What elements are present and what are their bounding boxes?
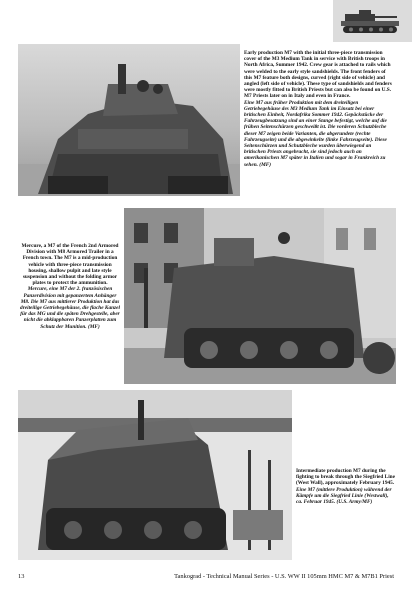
running-title: Tankograd - Technical Manual Series - U.S. WW II 105mm HMC M7 & M7B1 Priest: [174, 573, 394, 580]
caption-en: Mercure, a M7 of the French 2nd Armored Division with M8 Armored Trailer in a French town. The M7 is a mid-production vehicle with three-piece transmission housing, shallow pulpit and late style suspension and without the folding armor plates to protect the ammunition.: [21, 243, 119, 287]
photo-m7-mercure-french-town: [124, 208, 396, 384]
caption-de: Eine M7 (mittlere Produktion) während der Kämpfe um die Siegfried Linie (Westwall), ca. Februar 1945. (U.S. Army/MF): [296, 486, 392, 506]
page-footer: [18, 572, 394, 582]
corner-badge: [333, 0, 412, 42]
page-number: 13: [18, 573, 25, 580]
caption-photo-1: [244, 50, 394, 168]
caption-photo-2: [20, 243, 120, 330]
caption-photo-3: [296, 468, 396, 505]
caption-de: Mercure, eine M7 der 2. französischen Panzerdivision mit gepanzertem Anhänger M8. Die M7 aus mittlerer Produktion hat das dreiteilige Getriebegehäuse, die flache Kanzel für das MG und die späten Drehgestelle, aber nicht die abklappbaren Panzerplatten zum Schutz der Munition. (MF): [20, 286, 120, 330]
caption-en: Early production M7 with the initial three-piece transmission cover of the M3 Medium Tank in service with British troops in North Africa, Summer 1942. Crew gear is attached to rails which were welded to the early style sandshields. The front fenders of this M7 feature both designs, curved (right side of vehicle) and angled (left side of vehicle). These type of sandshields and fenders were mostly fitted to British Priests but can also be found on U.S. M7 Priests later on in Italy and even in France.: [244, 50, 392, 100]
photo-m7-north-africa: [18, 44, 240, 196]
caption-de: Eine M7 aus früher Produktion mit dem dreiteiligen Getriebegehäuse des M3 Medium Tank im Einsatz bei einer britischen Einheit, Nordafrika Sommer 1942. Gepäckstücke der Fahrzeugbesatzung sind an einer Stange befestigt, welche auf die frühen Seitenschürzen geschweißt ist. Die vorderen Schutzbleche dieser M7 zeigen beide Varianten, die abgerundete (rechte Fahrzeugseite) und die abgewinkelte (linke Fahrzeugseite). Diese Seitenschürzen und Schutzbleche wurden überwiegend an britischen Priests angebracht, sie sind jedoch auch an amerikanischen M7 später in Italien und sogar in Frankreich zu sehen. (MF): [244, 99, 387, 168]
caption-en: Intermediate production M7 during the fighting to break through the Siegfried Line (West Wall), approximately February 1945.: [296, 468, 395, 487]
tank-silhouette-icon: [337, 6, 407, 36]
photo-m7-siegfried-line: [18, 390, 292, 560]
